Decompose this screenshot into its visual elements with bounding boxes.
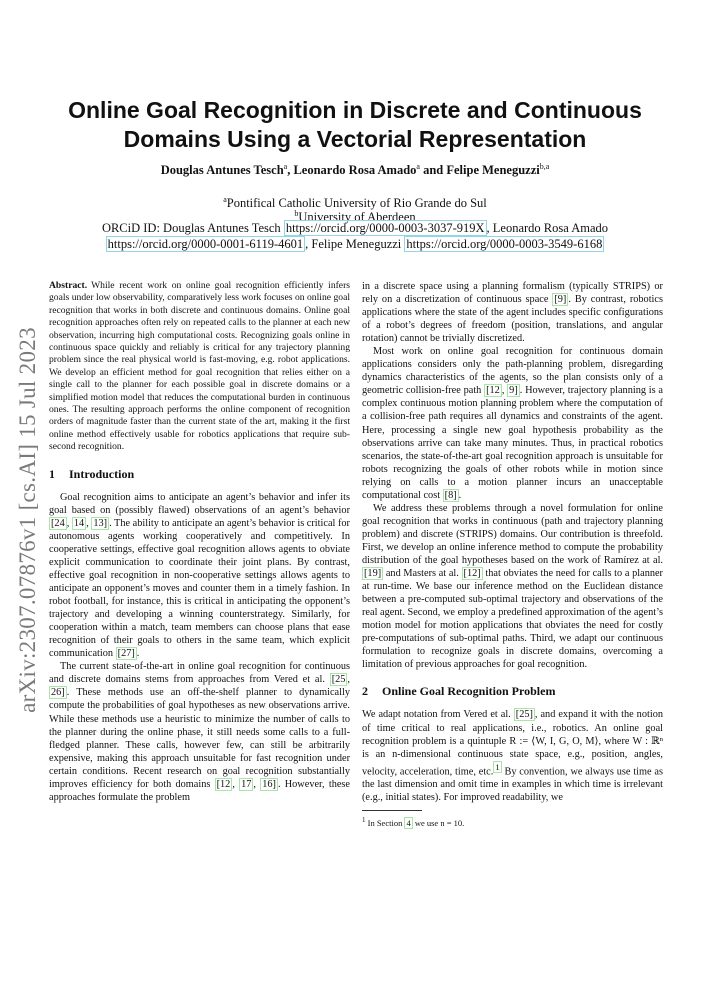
section-link[interactable]: 4 bbox=[406, 818, 411, 829]
citation-link[interactable]: 9] bbox=[509, 385, 518, 397]
citation-link[interactable]: [27] bbox=[117, 648, 135, 660]
citation-link[interactable]: [25 bbox=[331, 674, 346, 686]
affiliation-b: $^b$University of Aberdeen bbox=[294, 209, 416, 225]
section-heading-introduction: 1 Introduction bbox=[49, 466, 135, 481]
paragraph: in a discrete space using a planning formalism (typically STRIPS) or rely on a discretization of continuous space [9] . By contrast, robotics applications where the state of the agent includes specific configurations of a robot’s degrees of freedom (position, translations, and angular rotation) cannot be trivially discretized. bbox=[362, 281, 663, 345]
citation-link[interactable]: [24 bbox=[51, 517, 65, 529]
paragraph: We address these problems through a novel formulation for online goal recognition that works in continuous (path and trajectory planning problem) and discrete (STRIPS) domains. Our contribution is threefold. First, we develop an online inference method to compute the probability distribution of the goal hypotheses based on the work of Ramírez at al. [19] and Masters at al. [12] that obviates the need for calls to a planner at run-time. We base our inference method on the Euclidean distance between a pre-computed sub-optimal trajectory and observations of the real agent. Second, we employ a predefined approximation of the agent’s motion model for motion applications that obviates the need for costly pre-computations of sub-optimal paths. Third, we adapt our continuous formulation to recognize goals in discrete domains, overcoming a limitation of previous approaches for goal recognition. bbox=[362, 502, 663, 671]
orcid-link[interactable]: https://orcid.org/0000-0003-3037-919X bbox=[285, 221, 485, 235]
citation-link[interactable]: 17 bbox=[241, 778, 252, 790]
paragraph: Goal recognition aims to anticipate an agent’s behavior and infer its goal based on (possibly flawed) observations of an agent’s behavior [24 , 14 , 13] . The ability to anticipate an agent’s behavior is critical for autonomous agents working cooperatively and competitively. In cooperative settings, effective goal recognition allows agents to obviate explicit communication to coordinate their joint plans. By contrast, effective goal recognition in non-cooperative settings allows agents to anticipate an opponent’s moves and counter them in a timely fashion. In robot football, for instance, this is critical in anticipating the opponent’s trajectory and developing a winning counterstrategy. Similarly, for cooperation within a match, team members can choose plans that ease recognition of their goals to others in the same team, which explicit communication [27] . bbox=[49, 491, 350, 660]
abstract-label: Abstract. bbox=[49, 280, 88, 291]
citation-link[interactable]: [12 bbox=[486, 385, 500, 397]
citation-link[interactable]: [12 bbox=[216, 778, 231, 790]
citation-link[interactable]: 13] bbox=[93, 517, 108, 529]
footnote-link[interactable]: 1 bbox=[495, 761, 500, 772]
citation-link[interactable]: [9] bbox=[554, 294, 567, 306]
author-list: Douglas Antunes Tesch$^a$, Leonardo Rosa Amado$^a$ and Felipe Meneguzzi$^{b,a}$ bbox=[160, 162, 550, 178]
footnote: $^1$ In Section 4 we use n = 10. bbox=[362, 816, 465, 829]
paragraph: The current state-of-the-art in online goal recognition for continuous and discrete domains stems from approaches from Vered et al. [25 , 26] . These methods use an off-the-shelf planner to dynamically compute the probabilities of goal hypotheses as new observations arrive. While these methods use a heuristic to minimize the number of calls to the planner during the online phase, it still needs some calls to a full-fledged planner. These calls, however few, can still be arbitrarily expensive, making this approach unsuitable for fast recognition under certain conditions. Recent research on goal recognition substantially improves efficiency for both domains [12 , 17 , 16] . However, these approaches formulate the problem bbox=[49, 661, 350, 803]
affiliation-a: $^a$Pontifical Catholic University of Rio Grande do Sul bbox=[223, 195, 487, 211]
author-name: and Felipe Meneguzzi bbox=[423, 163, 540, 178]
citation-link[interactable]: [19] bbox=[364, 568, 382, 580]
citation-link[interactable]: 14 bbox=[73, 517, 85, 529]
author-name: Leonardo Rosa Amado bbox=[293, 163, 417, 178]
orcid-link[interactable]: https://orcid.org/0000-0003-3549-6168 bbox=[406, 236, 603, 251]
paper-title: Online Goal Recognition in Discrete and Continuous Domains Using a Vectorial Representation bbox=[68, 97, 642, 152]
citation-link[interactable]: [25] bbox=[515, 709, 533, 721]
author-name: Douglas Antunes Tesch bbox=[160, 163, 284, 178]
citation-link[interactable]: 16] bbox=[262, 778, 276, 790]
citation-link[interactable]: [12] bbox=[463, 568, 481, 580]
arxiv-stamp: arXiv:2307.07876v1 [cs.AI] 15 Jul 2023 bbox=[15, 327, 40, 713]
footnote-rule bbox=[362, 810, 422, 811]
left-column bbox=[49, 280, 350, 804]
citation-link[interactable]: [8] bbox=[444, 489, 457, 501]
orcid-ids: ORCiD ID: Douglas Antunes Tesch https://orcid.org/0000-0003-3037-919X , Leonardo Rosa Amado https://orcid.org/0000-0001-6119-4601 , Felipe Meneguzzi https://orcid.org/0000-0003-3549-6168 bbox=[101, 221, 609, 251]
section-heading-problem: 2 Online Goal Recognition Problem bbox=[362, 684, 556, 699]
right-column bbox=[362, 280, 663, 829]
citation-link[interactable]: 26] bbox=[51, 687, 65, 699]
paragraph: We adapt notation from Vered et al. [25] , and expand it with the notion of time critical to real applications, i.e., robotics. An online goal recognition problem is a quintuple R := ⟨W, I, G, O, M⟩, where W : ℝⁿ is an n-dimensional continuous state space, e.g., position, angles, velocity, acceleration, time, etc. $^1$ By convention, we always use time as the last dimension and omit time in examples in which time is irrelevant (e.g., initial states). For improved readability, we bbox=[362, 709, 663, 804]
abstract: Abstract. While recent work on online goal recognition efficiently infers goals under low observability, comparatively less work focuses on online goal recognition that works in both discrete and continuous domains. Online goal recognition approaches often rely on repeated calls to the planner at each new observation, incurring high computational costs. Recognizing goals online in continuous space quickly and reliably is critical for any trajectory planning problem since the real physical world is fast-moving, e.g. robot applications. We develop an efficient method for goal recognition that relies either on a single call to the planner for each possible goal in discrete domains or a simplified motion model that reduces the computational burden in continuous ones. The resulting approach performs the online component of recognition orders of magnitude faster than the current state of the art, making it the first online method effectively usable for robotics applications that require sub-second recognition. bbox=[49, 280, 350, 453]
paragraph: Most work on online goal recognition for continuous domain applications considers only the path-planning problem, disregarding dynamics characteristics of the agents, so the plan consists only of a geometric collision-free path [12 , 9] . However, trajectory planning is a complex continuous motion planning problem where the computation of a collision-free path requires all dynamics and constraints of the agent. Here, processing a single new goal hypothesis probability as the observations arrive can take many minutes. Thus, in practical robotics scenarios, the state-of-the-art goal recognition approach is unsuitable for robots recognizing the goals of other robots while in motion since relying on calls to a motion planner incurs an unacceptable computational cost [8] . bbox=[362, 346, 663, 501]
orcid-link[interactable]: https://orcid.org/0000-0001-6119-4601 bbox=[107, 236, 304, 251]
